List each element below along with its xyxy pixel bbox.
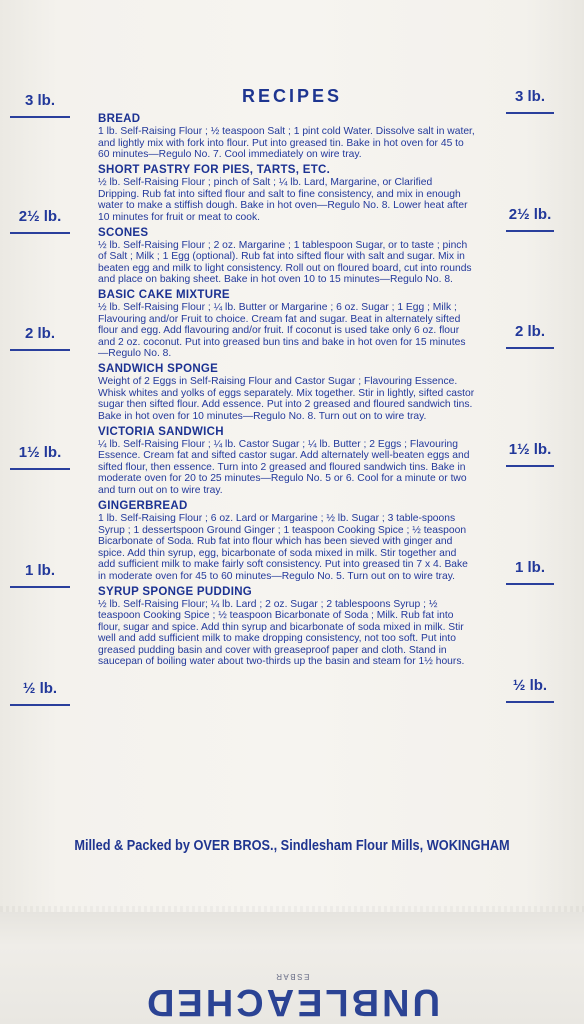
weight-rule (506, 465, 554, 467)
weight-mark-right-2lb (506, 323, 554, 349)
weight-label: 3 lb. (24, 92, 55, 109)
weight-label: ½ lb. (512, 677, 548, 694)
recipe-sandwich-sponge (98, 363, 476, 422)
weight-label: 2½ lb. (508, 206, 552, 223)
recipe-heading: SANDWICH SPONGE (98, 363, 219, 376)
recipe-body: ½ lb. Self-Raising Flour ; 2 oz. Margarine ; 1 tablespoon Sugar, or to taste ; pinch of Salt ; Milk ; 1 Egg (optional). Rub fat into sifted flour with salt and sugar. Mix in beaten egg and milk to light consistency. Roll out on floured board, cut into rounds and place on baking sheet. Bake in hot oven 10 to 15 minutes—Regulo No. 8. (98, 239, 472, 286)
recipe-heading: GINGERBREAD (98, 500, 188, 513)
recipe-heading: BREAD (98, 113, 141, 125)
recipe-heading: SCONES (98, 226, 149, 239)
weight-label: 1 lb. (24, 562, 55, 579)
recipe-list (98, 113, 476, 671)
weight-rule (506, 112, 554, 114)
recipe-body: ½ lb. Self-Raising Flour; ¼ lb. Lard ; 2 oz. Sugar ; 2 tablespoons Syrup ; ½ teaspoon Cooking Spice ; ½ teaspoon Bicarbonate of Soda ; Milk. Rub fat into flour, sugar and spice. Add thin syrup and bicarbonate of soda mixed in milk. Stir well and add sufficient milk to make dropping consistency, not too soft. Put into greased pudding basin and cover with greaseproof paper and cloth. Stand in saucepan of boiling water about two-thirds up the basin and steam for 1½ hours. (98, 598, 465, 668)
recipe-gingerbread (98, 500, 476, 582)
weight-rule (506, 583, 554, 585)
weight-label: ½ lb. (22, 680, 58, 697)
weight-label: 1 lb. (514, 559, 545, 576)
weight-label: 3 lb. (514, 88, 545, 105)
weight-rule (10, 232, 70, 234)
recipe-victoria-sandwich (98, 426, 476, 497)
recipe-basic-cake (98, 289, 476, 360)
recipe-body: ½ lb. Self-Raising Flour ; pinch of Salt ; ¼ lb. Lard, Margarine, or Clarified Dripping. Rub fat into sifted flour and salt to fine consistency, and mix in enough water to make a stiffish dough. Bake in hot oven—Regulo No. 8. Lower heat after 10 minutes for fruit or meat to cook. (98, 177, 468, 223)
weight-rule (10, 116, 70, 118)
recipe-scones (98, 227, 476, 286)
weight-rule (506, 701, 554, 703)
weight-rule (10, 586, 70, 588)
maker-stamp: ESBAR (274, 972, 310, 981)
weight-mark-left-0-5lb (10, 680, 70, 706)
weight-label: 1½ lb. (508, 441, 552, 458)
weight-mark-right-2-5lb (506, 206, 554, 232)
weight-label: 1½ lb. (18, 444, 62, 461)
weight-rule (506, 347, 554, 349)
recipe-syrup-sponge (98, 586, 476, 668)
recipe-body: ½ lb. Self-Raising Flour ; ¼ lb. Butter or Margarine ; 6 oz. Sugar ; 1 Egg ; Milk ; Flavouring and/or Fruit to choice. Cream fat and sugar. Beat in alternately sifted flour and egg. Add flavouring and/or fruit. If coconut is used take only 6 oz. flour and 2 oz. coconut. Put into greased bun tins and bake in hot oven for 15 minutes —Regulo No. 8. (98, 302, 466, 360)
weight-label: 2 lb. (514, 323, 545, 340)
miller-credit: Milled & Packed by OVER BROS., Sindlesham Flour Mills, WOKINGHAM (74, 838, 510, 854)
unbleached-label: UNBLEACHED (144, 981, 440, 1023)
weight-rule (506, 230, 554, 232)
recipe-body: 1 lb. Self-Raising Flour ; ½ teaspoon Salt ; 1 pint cold Water. Dissolve salt in water, and lightly mix with fork into flour. Put into greased tin. Bake in hot oven for 45 to 60 minutes—Regulo No. 7. Cool immediately on wire tray. (98, 126, 475, 160)
recipe-body: 1 lb. Self-Raising Flour ; 6 oz. Lard or Margarine ; ½ lb. Sugar ; 3 table-spoons Syrup ; 1 dessertspoon Ground Ginger ; 1 teaspoon Cooking Spice ; ½ teaspoon Bicarbonate of Soda. Rub fat into flour which has been sieved with ginger and spice. Add thin syrup, egg, bicarbonate of soda mixed in milk. Stir together and add sufficient milk to make fairly soft consistency. Put into greased tin 7 x 4. Bake in moderate oven for 45 to 60 minutes—Regulo No. 5. Turn out on to wire tray. (98, 513, 468, 582)
weight-mark-left-2-5lb (10, 208, 70, 234)
recipe-heading: SHORT PASTRY FOR PIES, TARTS, ETC. (98, 164, 331, 177)
weight-rule (10, 468, 70, 470)
recipe-body: ¼ lb. Self-Raising Flour ; ¼ lb. Castor Sugar ; ¼ lb. Butter ; 2 Eggs ; Flavouring Essence. Cream fat and sifted castor sugar. Add alternately well-beaten eggs and sifted flour, then essence. Turn into 2 greased and floured sandwich tins. Bake in moderate oven for 20 to 25 minutes—Regulo No. 5 or 6. Cool for a minute or two and turn out on to wire tray. (98, 438, 470, 496)
recipe-bread (98, 113, 476, 161)
weight-mark-right-0-5lb (506, 677, 554, 703)
recipe-short-pastry (98, 164, 476, 223)
weight-mark-left-1-5lb (10, 444, 70, 470)
weight-label: 2 lb. (24, 325, 55, 342)
weight-mark-left-2lb (10, 325, 70, 351)
recipe-heading: VICTORIA SANDWICH (98, 425, 224, 438)
weight-label: 2½ lb. (18, 208, 62, 225)
weight-rule (10, 349, 70, 351)
recipe-heading: BASIC CAKE MIXTURE (98, 289, 230, 302)
recipe-body: Weight of 2 Eggs in Self-Raising Flour and Castor Sugar ; Flavouring Essence. Whisk whites and yolks of eggs separately. Mix together. Stir in lightly, sifted castor sugar then sifted flour. Add essence. Put into 2 greased and floured sandwich tins. Bake in hot oven for 10 minutes—Regulo No. 8. Turn out on to wire tray. (98, 376, 475, 422)
recipe-heading: SYRUP SPONGE PUDDING (98, 585, 253, 598)
weight-mark-right-1lb (506, 559, 554, 585)
page-title: RECIPES (241, 86, 343, 106)
weight-mark-left-1lb (10, 562, 70, 588)
weight-rule (10, 704, 70, 706)
weight-mark-right-1-5lb (506, 441, 554, 467)
